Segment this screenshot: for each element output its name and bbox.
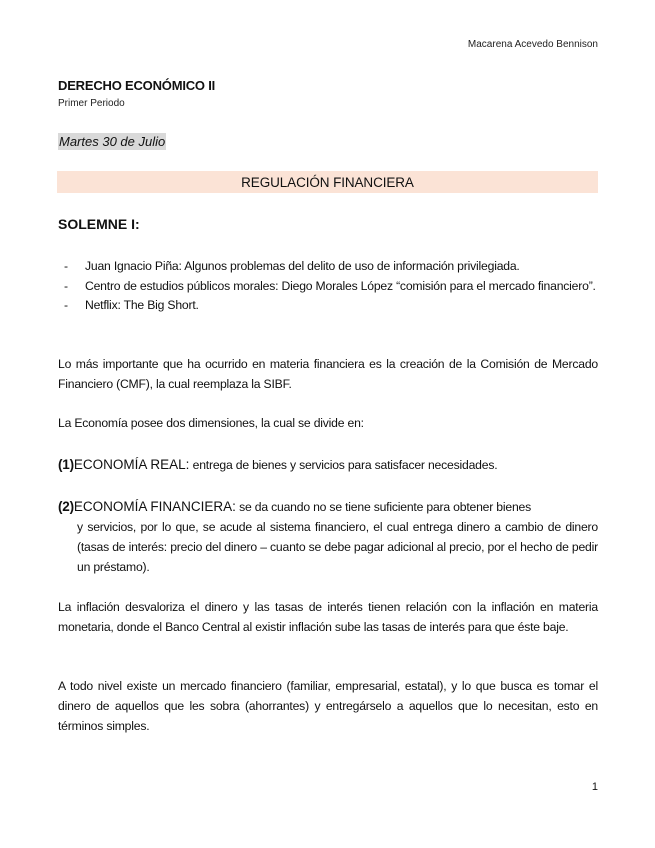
course-title: DERECHO ECONÓMICO II: [58, 78, 216, 93]
item-number: (2): [58, 499, 74, 514]
item-text: se da cuando no se tiene suficiente para obtener bienes: [235, 500, 531, 514]
list-item-text: Centro de estudios públicos morales: Diego Morales López “comisión para el mercado financiero”.: [85, 278, 596, 293]
lecture-date: Martes 30 de Julio: [59, 134, 166, 149]
item-term: ECONOMÍA FINANCIERA:: [73, 499, 236, 514]
list-item-text: Juan Ignacio Piña: Algunos problemas del delito de uso de información privilegiada.: [85, 259, 520, 273]
list-item-text: Netflix: The Big Short.: [85, 298, 199, 312]
paragraph-cmf: Lo más importante que ha ocurrido en materia financiera es la creación de la Comisión de Mercado Financiero (CMF), la cual reemplaza la SIBF.: [58, 357, 598, 391]
list-item: [58, 257, 598, 277]
paragraph-inflation: La inflación desvaloriza el dinero y las tasas de interés tienen relación con la inflación en materia monetaria, donde el Banco Central al existir inflación sube las tasas de interés para que éste baje.: [58, 600, 598, 634]
economy-real-item: [58, 455, 598, 475]
list-dash: -: [64, 259, 68, 273]
page-number: 1: [591, 781, 598, 793]
readings-list: [58, 257, 598, 316]
paragraph-dimensions: La Economía posee dos dimensiones, la cual se divide en:: [58, 416, 364, 430]
section-title: SOLEMNE I:: [58, 216, 140, 232]
item-term: ECONOMÍA REAL:: [73, 457, 190, 472]
paragraph-market: A todo nivel existe un mercado financiero (familiar, empresarial, estatal), y lo que busca es tomar el dinero de aquellos que les sobra (ahorrantes) y entregárselo a aquellos que lo necesitan, esto en términos simples.: [58, 679, 598, 733]
list-dash: -: [64, 298, 68, 312]
item-number: (1): [58, 457, 74, 472]
topic-banner: REGULACIÓN FINANCIERA: [57, 171, 598, 193]
economy-financial-item: [58, 497, 598, 577]
list-item: [58, 277, 598, 297]
course-period: Primer Periodo: [58, 98, 125, 109]
list-item: [58, 296, 598, 316]
item-text-continued: y servicios, por lo que, se acude al sistema financiero, el cual entrega dinero a cambio de dinero (tasas de interés: precio del dinero – cuanto se debe pagar adicional al precio, por el hecho de pedir un préstamo).: [77, 520, 598, 574]
item-text: entrega de bienes y servicios para satisfacer necesidades.: [189, 458, 498, 472]
list-dash: -: [64, 278, 68, 293]
author-name: Macarena Acevedo Bennison: [467, 39, 598, 50]
